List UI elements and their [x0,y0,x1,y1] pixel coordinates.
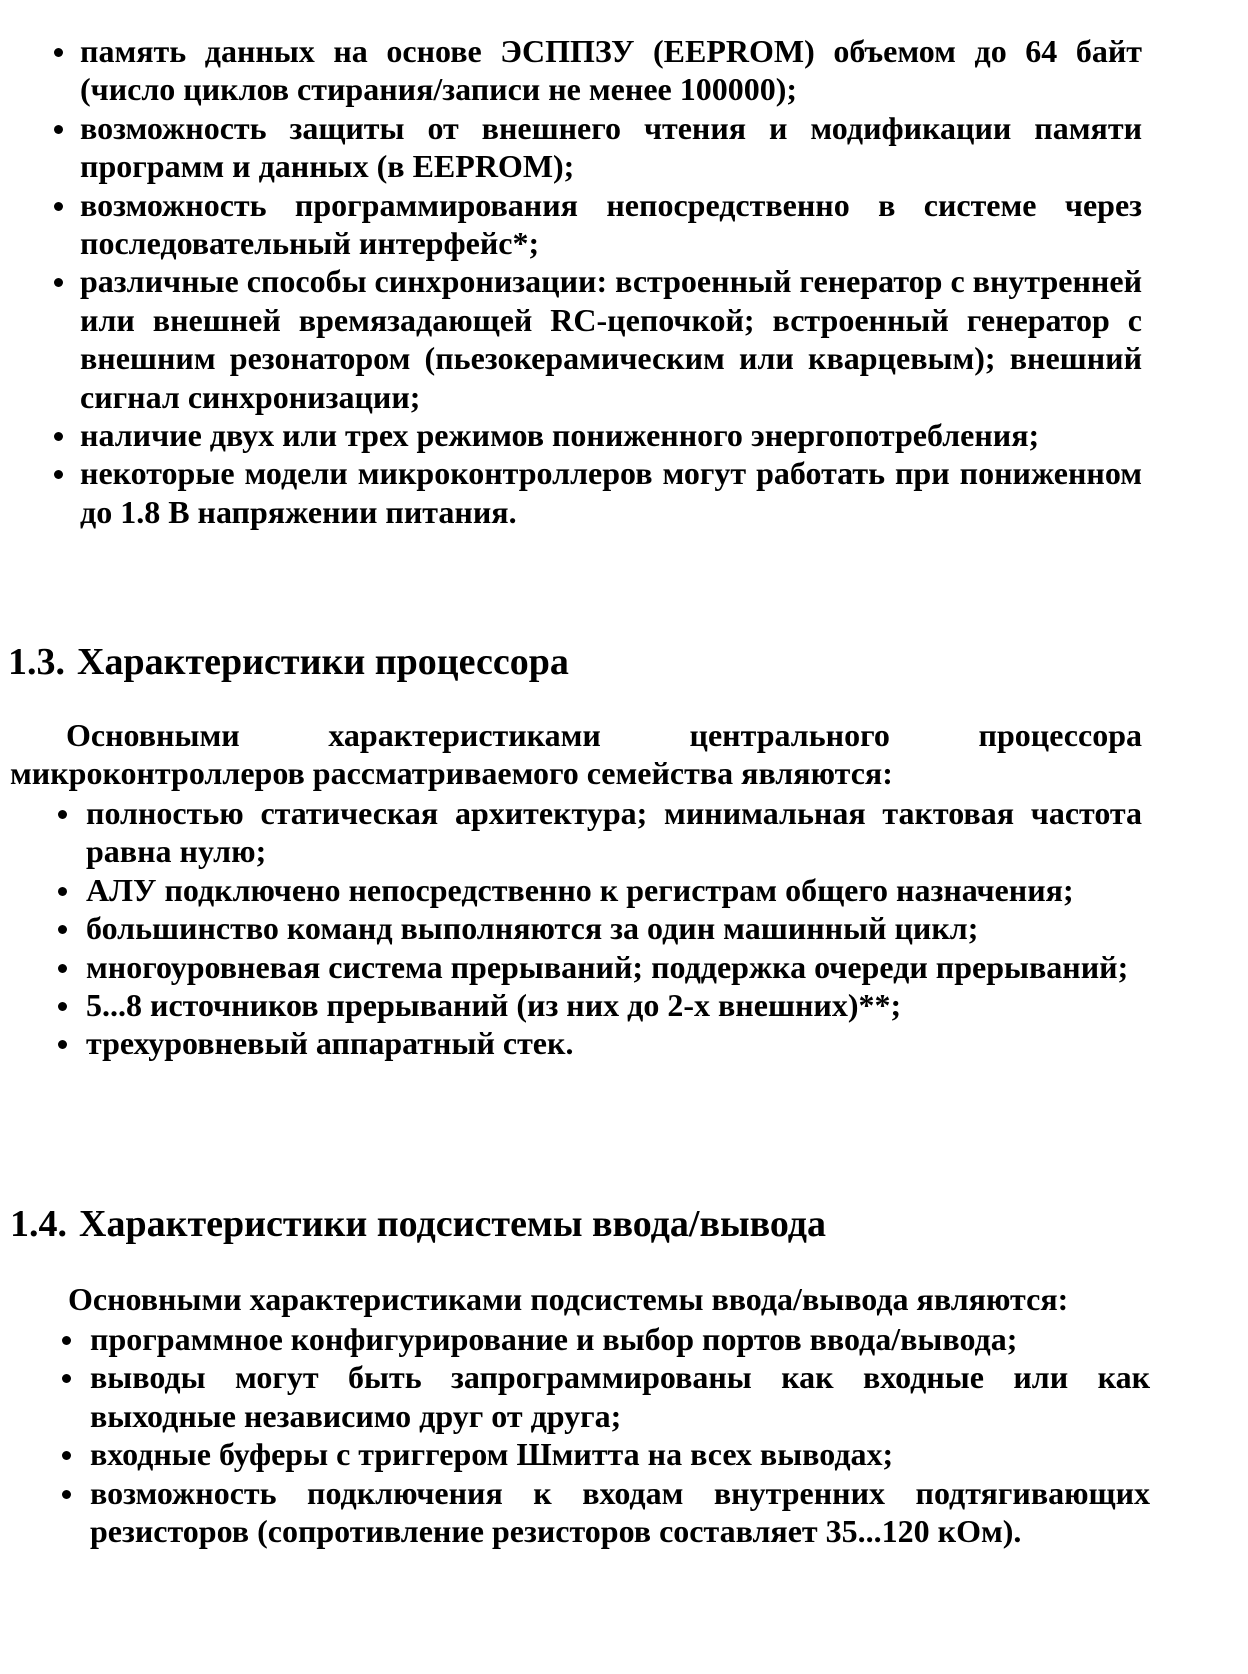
list-item-text: АЛУ подключено непосредственно к регистрам общего назначения; [86,871,1074,908]
section-heading-io [10,1202,826,1246]
list-item [0,1474,1150,1551]
list-item-text: наличие двух или трех режимов пониженного энергопотребления; [80,417,1040,454]
list-item [0,794,1142,871]
section-intro: Основными характеристиками подсистемы ввода/вывода являются: [68,1281,1069,1317]
list-item [0,186,1142,263]
list-item-text: возможность защиты от внешнего чтения и модификации памяти программ и данных (в EEPROM); [80,109,1142,185]
list-item [0,262,1142,416]
list-item-text: трехуровневый аппаратный стек. [86,1025,574,1062]
list-item [0,909,1142,947]
list-item-text: большинство команд выполняются за один машинный цикл; [86,910,979,947]
section-title: Характеристики подсистемы ввода/вывода [79,1203,827,1245]
list-item-text: выводы могут быть запрограммированы как входные или как выходные независимо друг от друга; [90,1359,1150,1434]
section-title: Характеристики процессора [77,641,569,683]
list-item [0,32,1142,109]
features-list [0,32,1142,531]
section-heading-processor [8,640,569,684]
list-item [0,948,1142,986]
list-item [0,1024,1142,1062]
section-number: 1.4. [10,1203,67,1245]
list-item [0,986,1142,1024]
list-item-text: различные способы синхронизации: встроенный генератор с внутренней или внешней времязадающей RC-цепочкой; встроенный генератор с внешним резонатором (пьезокерамическим или кварцевым); внешний сигнал синхронизации; [80,263,1142,415]
list-item [0,871,1142,909]
list-item-text: возможность подключения к входам внутренних подтягивающих резисторов (сопротивление резисторов составляет 35...120 кОм). [90,1474,1150,1550]
section-intro: Основными характеристиками центрального процессора микроконтроллеров рассматриваемого семейства являются: [10,717,1142,792]
list-item [0,1320,1150,1358]
list-item-text: некоторые модели микроконтроллеров могут работать при пониженном до 1.8 В напряжении питания. [80,455,1142,530]
list-item [0,454,1142,531]
list-item [0,416,1142,454]
list-item [0,109,1142,186]
list-item-text: полностью статическая архитектура; минимальная тактовая частота равна нулю; [86,795,1142,870]
list-item-text: входные буферы с триггером Шмитта на всех выводах; [90,1436,894,1473]
list-item [0,1358,1150,1435]
io-features-list [0,1320,1150,1550]
list-item-text: память данных на основе ЭСППЗУ (EEPROM) объемом до 64 байт (число циклов стирания/записи не менее 100000); [80,33,1142,108]
list-item [0,1435,1150,1473]
list-item-text: программное конфигурирование и выбор портов ввода/вывода; [90,1321,1018,1357]
processor-features-list [0,794,1142,1063]
section-number: 1.3. [8,641,65,683]
list-item-text: многоуровневая система прерываний; поддержка очереди прерываний; [86,948,1129,985]
list-item-text: возможность программирования непосредственно в системе через последовательный интерфейс*; [80,186,1142,262]
list-item-text: 5...8 источников прерываний (из них до 2-х внешних)**; [86,987,902,1024]
